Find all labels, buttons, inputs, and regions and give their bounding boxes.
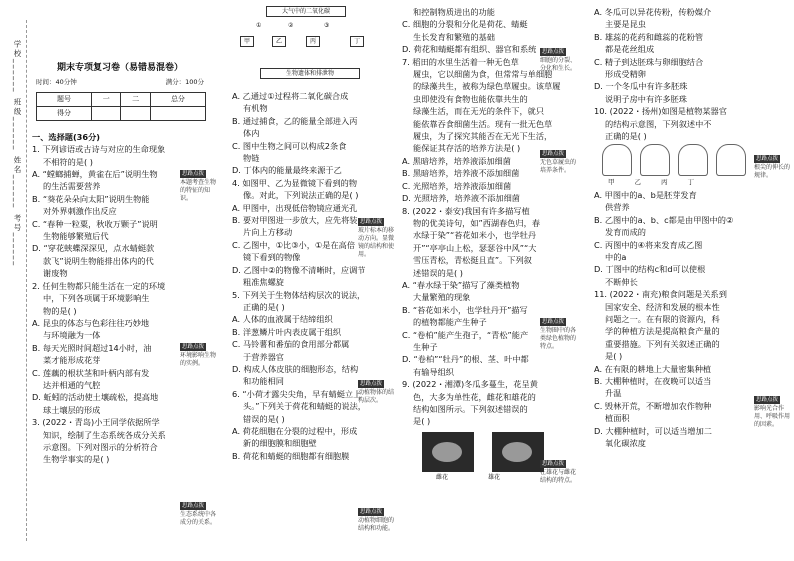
text-line: A. “春水绿于染”描写了藻类植物 bbox=[402, 279, 520, 290]
text-line: C. 马铃薯和番茄的食用部分都属 bbox=[232, 339, 350, 350]
question-list bbox=[232, 90, 410, 462]
text-line: 款飞”说明生物能排出体内的代 bbox=[43, 255, 154, 266]
text-line: 的绿藻共生，被称为绿色草履虫。该草履 bbox=[413, 81, 561, 92]
diagram-label: ② bbox=[288, 22, 294, 29]
hint-text: 生态系统中各成分的关系。 bbox=[180, 511, 217, 526]
plant-caption: 甲 bbox=[608, 178, 615, 187]
text-line: 形成受精卵 bbox=[605, 69, 646, 80]
text-line: B. 乙图中的a、b、c都是由甲图中的② bbox=[594, 214, 734, 225]
plant-caption: 丙 bbox=[661, 178, 668, 187]
text-line: D. 乙图中②的物像不清晰时，应调节 bbox=[232, 264, 366, 275]
page-title: 期末专项复习卷（易错易混卷） bbox=[56, 63, 183, 73]
text-line: 植面积 bbox=[605, 413, 630, 424]
text-line: 大量繁殖的现象 bbox=[413, 292, 471, 303]
hint-box bbox=[180, 170, 216, 203]
diagram-remains: 生物遗体和排泄物 bbox=[260, 68, 360, 79]
male-flower-photo bbox=[492, 432, 544, 472]
binding-text: 学校______ 班级______ 姓名______ 考号______ bbox=[13, 40, 22, 268]
text-line: 学的种植方法是提高粮食产量的 bbox=[605, 326, 720, 337]
column-1 bbox=[32, 6, 208, 466]
text-line: B. 要对甲图进一步放大，应先将装 bbox=[232, 215, 358, 226]
text-line: B. 大棚种植时，在夜晚可以适当 bbox=[594, 375, 712, 386]
text-line: 1. 下列谚语或古诗与对应的生命现象 bbox=[32, 144, 166, 155]
text-line: 2. 任何生物都只能生活在一定的环境 bbox=[32, 280, 166, 291]
score-cell: 得分 bbox=[37, 106, 92, 120]
cut-line bbox=[26, 20, 27, 541]
hint-text: 环境影响生物的实例。 bbox=[180, 352, 217, 367]
text-line: 3. (2022・青岛)小王同学依据所学 bbox=[32, 417, 160, 428]
text-line: 体内 bbox=[243, 128, 260, 139]
text-line: 球土壤层的形成 bbox=[43, 404, 101, 415]
text-line: A. 甲图中的a、b是胚芽发育 bbox=[594, 189, 697, 200]
plant-figure bbox=[602, 144, 632, 176]
text-line: B. 通过捕食，乙的能量全部进入丙 bbox=[232, 115, 358, 126]
text-line: 虫即使没有食物也能依靠共生的 bbox=[413, 93, 528, 104]
text-line: 是( ) bbox=[413, 416, 431, 427]
text-line: 的植物都能产生种子 bbox=[413, 317, 487, 328]
hint-text: 玻片标本的移动方向。显微镜的结构和使用。 bbox=[358, 227, 395, 258]
diagram-node-b: 乙 bbox=[272, 36, 286, 47]
text-line: D. 蚯蚓的活动使土壤疏松，提高地 bbox=[32, 392, 159, 403]
diagram-label: ③ bbox=[324, 22, 330, 29]
text-line: 履虫，它以细菌为食，但常常与单细胞 bbox=[413, 69, 553, 80]
text-line: 谢废物 bbox=[43, 268, 68, 279]
hint-text: 细胞的分裂、分化和生长。 bbox=[540, 57, 577, 72]
text-line: 知识，绘制了生态系统各成分关系 bbox=[43, 429, 166, 440]
text-line: 中的a bbox=[605, 251, 627, 262]
text-line: 正确的是( ) bbox=[605, 131, 647, 142]
text-line: 重要措施。下列有关叙述正确的 bbox=[605, 338, 720, 349]
text-line: D. 一个冬瓜中有许多胚珠 bbox=[594, 81, 688, 92]
hint-text: 影响光合作用、呼吸作用的因素。 bbox=[754, 405, 791, 428]
text-line: 开”“亭亭山上松，瑟瑟谷中风”“大 bbox=[413, 242, 537, 253]
hint-tag: 思路点拨 bbox=[182, 171, 205, 177]
hint-tag: 思路点拨 bbox=[542, 151, 565, 157]
text-line: C. 细胞的分裂和分化是荷花、蜻蜓 bbox=[402, 19, 528, 30]
text-line: 生物能够繁殖后代 bbox=[43, 231, 109, 242]
text-line: D. 光照培养，培养液不添加细菌 bbox=[402, 193, 520, 204]
text-line: 不断伸长 bbox=[605, 276, 638, 287]
plant-diagram bbox=[602, 144, 774, 176]
caption-male: 雄花 bbox=[488, 473, 501, 481]
text-line: B. “苔花如米小，也学牡丹开”描写 bbox=[402, 304, 528, 315]
text-line: 生长发育和繁殖的基础 bbox=[413, 31, 495, 42]
hint-box bbox=[540, 460, 576, 485]
text-line: 述错误的是( ) bbox=[413, 267, 463, 278]
hint-box bbox=[180, 502, 216, 527]
text-line: 达并相通的气腔 bbox=[43, 379, 101, 390]
caption-female: 雌花 bbox=[436, 473, 449, 481]
section-heading: 一、选择题(36分) bbox=[32, 131, 101, 142]
text-line: 镜下看到的物像 bbox=[243, 252, 301, 263]
text-line: D. 丁体内的能量最终来源于乙 bbox=[232, 165, 342, 176]
text-line: 11. (2022・南充)粮食问题是关系到 bbox=[594, 289, 727, 300]
text-line: D. “穿花蛱蝶深深见，点水蜻蜓款 bbox=[32, 243, 155, 254]
text-line: 粗准焦螺旋 bbox=[243, 277, 284, 288]
text-line: 绿藻生活，而在无光的条件下，就只 bbox=[413, 106, 545, 117]
text-line: 8. (2022・泰安)我国有许多描写植 bbox=[402, 205, 530, 216]
question-list bbox=[594, 189, 774, 450]
text-line: 问题之一。在有限的资源内，科 bbox=[605, 313, 720, 324]
text-line: 是( ) bbox=[605, 351, 623, 362]
hint-text: 在雄花与雌花结构的特点。 bbox=[540, 469, 577, 484]
text-line: 生物学事实的是( ) bbox=[43, 454, 110, 465]
text-line: C. 乙图中，①比③小，①是在高倍 bbox=[232, 239, 356, 250]
text-line: 4. 如图甲、乙为显微镜下看到的物 bbox=[232, 177, 358, 188]
plant-figure bbox=[678, 144, 708, 176]
hint-tag: 思路点拨 bbox=[542, 461, 565, 467]
text-line: 9. (2022・湘潭)冬瓜多蔓生，花呈黄 bbox=[402, 379, 538, 390]
text-line: C. 精子到达胚珠与卵细胞结合 bbox=[594, 56, 704, 67]
text-line: 有机物 bbox=[243, 103, 268, 114]
text-line: 菜才能形成花芽 bbox=[43, 355, 101, 366]
text-line: 10. (2022・扬州)如图是植物某器官 bbox=[594, 106, 727, 117]
hint-text: 动植物体的结构层次。 bbox=[358, 389, 395, 404]
text-line: D. 丁图中的结构c和d可以使根 bbox=[594, 264, 706, 275]
text-line: B. 雄蕊的花药和雌蕊的花粉管 bbox=[594, 31, 704, 42]
hint-tag: 思路点拨 bbox=[756, 156, 779, 162]
text-line: 履虫，为了探究其能否在无光下生活， bbox=[413, 131, 553, 142]
hint-tag: 思路点拨 bbox=[360, 509, 383, 515]
text-line: A. 人体的血液属于结缔组织 bbox=[232, 314, 333, 325]
text-line: C. 毁林开荒，不断增加农作物种 bbox=[594, 400, 712, 411]
hint-box bbox=[358, 380, 394, 405]
text-line: 说明子房中有许多胚珠 bbox=[605, 93, 687, 104]
text-line: B. “葵花朵朵向太阳”说明生物能 bbox=[32, 193, 150, 204]
text-line: A. 乙通过①过程将二氧化碳合成 bbox=[232, 91, 349, 101]
hint-text: 动植物细胞的结构和功能。 bbox=[358, 517, 395, 532]
score-cell[interactable] bbox=[150, 106, 205, 120]
text-line: A. 黑暗培养，培养液添加细菌 bbox=[402, 155, 511, 166]
text-line: 新的细胞膜和细胞壁 bbox=[243, 438, 317, 449]
text-line: B. 洋葱鳞片叶内表皮属于组织 bbox=[232, 326, 342, 337]
text-line: C. 光照培养，培养液添加细菌 bbox=[402, 180, 512, 191]
text-line: 色，大多为单性花，雌花和雄花的 bbox=[413, 391, 536, 402]
text-line: 能保证其存活的培养方法是( ) bbox=[413, 143, 521, 154]
hint-text: 根尖的伸长的规律。 bbox=[754, 164, 791, 179]
plant-caption: 丁 bbox=[687, 178, 694, 187]
hint-box bbox=[540, 150, 576, 175]
text-line: 不相符的是( ) bbox=[43, 156, 93, 167]
score-cell: 二 bbox=[121, 92, 150, 106]
text-line: D. “卷柏”“牡丹”的根、茎、叶中都 bbox=[402, 354, 529, 365]
text-line: 生种子 bbox=[413, 341, 438, 352]
hint-text: 生物圈中的各类绿色植物的特点。 bbox=[540, 327, 577, 350]
text-line: 头。”下列关于荷花和蜻蜓的说法， bbox=[243, 401, 366, 412]
text-line: A. 昆虫的体态与色彩往往巧妙地 bbox=[32, 317, 150, 328]
diagram-node-d: 丁 bbox=[350, 36, 364, 47]
hint-tag: 思路点拨 bbox=[182, 344, 205, 350]
hint-box bbox=[540, 48, 576, 73]
text-line: 的结构示意图，下列叙述中不 bbox=[605, 118, 712, 129]
text-line: 和功能相同 bbox=[243, 376, 284, 387]
score-cell: 题号 bbox=[37, 92, 92, 106]
hint-box bbox=[358, 508, 394, 533]
text-line: B. 每天光照时间超过14小时，油 bbox=[32, 342, 152, 353]
text-line: B. 黑暗培养，培养液不添加细菌 bbox=[402, 168, 520, 179]
hint-tag: 思路点拨 bbox=[542, 319, 565, 325]
hint-box bbox=[754, 155, 790, 180]
text-line: C. “春种一粒粟，秋收万颗子”说明 bbox=[32, 218, 158, 229]
diagram-label: ① bbox=[256, 22, 262, 29]
hint-text: 本题考查生物的特征的知识。 bbox=[180, 179, 217, 202]
text-line: 中，下列各项属于环境影响生 bbox=[43, 293, 150, 304]
text-line: 结构如图所示。下列叙述错误的 bbox=[413, 404, 528, 414]
column-3 bbox=[402, 6, 580, 484]
text-line: 发育而成的 bbox=[605, 227, 646, 238]
text-line: 升温 bbox=[605, 388, 622, 399]
text-line: 7. 稻田的水里生活着一种无色草 bbox=[402, 56, 519, 67]
text-line: 水绿于染”“苔花如米小，也学牡丹 bbox=[413, 230, 537, 241]
question-list bbox=[594, 6, 774, 142]
hint-tag: 思路点拨 bbox=[542, 49, 565, 55]
hint-tag: 思路点拨 bbox=[756, 397, 779, 403]
ecosystem-diagram bbox=[240, 6, 380, 88]
text-line: 雪压青松，青松挺且直”。下列叙 bbox=[413, 255, 532, 266]
score-cell[interactable] bbox=[121, 106, 150, 120]
text-line: 物的优美诗句，如”西湖春色归，春 bbox=[413, 217, 541, 228]
diagram-node-c: 丙 bbox=[306, 36, 320, 47]
exam-time: 时间：40分钟 bbox=[36, 78, 77, 87]
text-line: 于营养器官 bbox=[243, 351, 284, 362]
text-line: 有输导组织 bbox=[413, 366, 454, 377]
text-line: 能依靠吞食细菌生活。现有一批无色草 bbox=[413, 118, 553, 129]
text-line: A. 甲图中，出现低倍物镜应通光孔 bbox=[232, 202, 358, 213]
text-line: 主要是昆虫 bbox=[605, 19, 646, 30]
text-line: 和控制物质进出的功能 bbox=[413, 7, 495, 17]
text-line: 像。对此，下列说法正确的是( ) bbox=[243, 190, 359, 201]
plant-figure bbox=[640, 144, 670, 176]
plant-caption: 乙 bbox=[634, 178, 641, 187]
text-line: 示意图。下列对图示的分析符合 bbox=[43, 441, 158, 452]
text-line: 5. 下列关于生物体结构层次的说法， bbox=[232, 289, 366, 300]
text-line: 物的是( ) bbox=[43, 305, 77, 316]
plant-captions bbox=[608, 176, 774, 188]
diagram-co2: 大气中的二氧化碳 bbox=[266, 6, 346, 17]
text-line: 错误的是( ) bbox=[243, 413, 285, 424]
hint-box bbox=[358, 218, 394, 259]
text-line: D. 构成人体皮肤的细胞形态，结构 bbox=[232, 363, 359, 374]
text-line: 的生活需要营养 bbox=[43, 181, 101, 192]
hint-tag: 思路点拨 bbox=[360, 219, 383, 225]
text-line: 与环境融为一体 bbox=[43, 330, 101, 341]
hint-box bbox=[754, 396, 790, 429]
text-line: 对外界刺激作出反应 bbox=[43, 206, 117, 217]
text-line: B. 荷花和蜻蜓的细胞都有细胞膜 bbox=[232, 450, 350, 461]
hint-tag: 思路点拨 bbox=[182, 503, 205, 509]
column-4 bbox=[594, 6, 774, 449]
hint-box bbox=[180, 343, 216, 368]
plant-figure bbox=[716, 144, 746, 176]
score-cell: 总分 bbox=[150, 92, 205, 106]
hint-box bbox=[540, 318, 576, 351]
text-line: C. 莲藕的根状茎和叶柄内部有发 bbox=[32, 367, 150, 378]
score-table bbox=[36, 92, 206, 121]
text-line: D. 荷花和蜻蜓都有组织、器官和系统 bbox=[402, 44, 537, 55]
text-line: 6. “小荷才露尖尖角，早有蜻蜓立上 bbox=[232, 388, 362, 399]
text-line: C. “卷柏”能产生孢子，“青松”能产 bbox=[402, 329, 529, 340]
text-line: A. “螳螂捕蝉，黄雀在后”说明生物 bbox=[32, 169, 158, 180]
text-line: A. 在有限的耕地上大量密集种植 bbox=[594, 363, 712, 374]
score-cell: 一 bbox=[92, 92, 121, 106]
text-line: C. 图中生物之间可以构成2条食 bbox=[232, 140, 347, 151]
text-line: 物链 bbox=[243, 153, 260, 164]
text-line: A. 荷花细胞在分裂的过程中，形成 bbox=[232, 425, 358, 436]
text-line: 氧化碳浓度 bbox=[605, 438, 646, 448]
text-line: 片向上方移动 bbox=[243, 227, 293, 238]
hint-text: 无色草履虫的培养条件。 bbox=[540, 159, 577, 174]
diagram-node-a: 甲 bbox=[240, 36, 254, 47]
binding-strip bbox=[0, 0, 30, 561]
text-line: D. 大棚种植时，可以适当增加二 bbox=[594, 425, 712, 436]
text-line: C. 丙图中的④将来发育成乙图 bbox=[594, 239, 703, 250]
exam-meta bbox=[32, 76, 208, 88]
hint-tag: 思路点拨 bbox=[360, 381, 383, 387]
text-line: A. 冬瓜可以异花传粉，传粉媒介 bbox=[594, 7, 712, 17]
score-cell[interactable] bbox=[92, 106, 121, 120]
text-line: 供营养 bbox=[605, 202, 630, 213]
text-line: 国家安全、经济和发展的根本性 bbox=[605, 301, 720, 312]
exam-score: 满分：100分 bbox=[165, 78, 204, 87]
text-line: 正确的是( ) bbox=[243, 301, 285, 312]
female-flower-photo bbox=[422, 432, 474, 472]
text-line: 都是花丝组成 bbox=[605, 44, 655, 55]
